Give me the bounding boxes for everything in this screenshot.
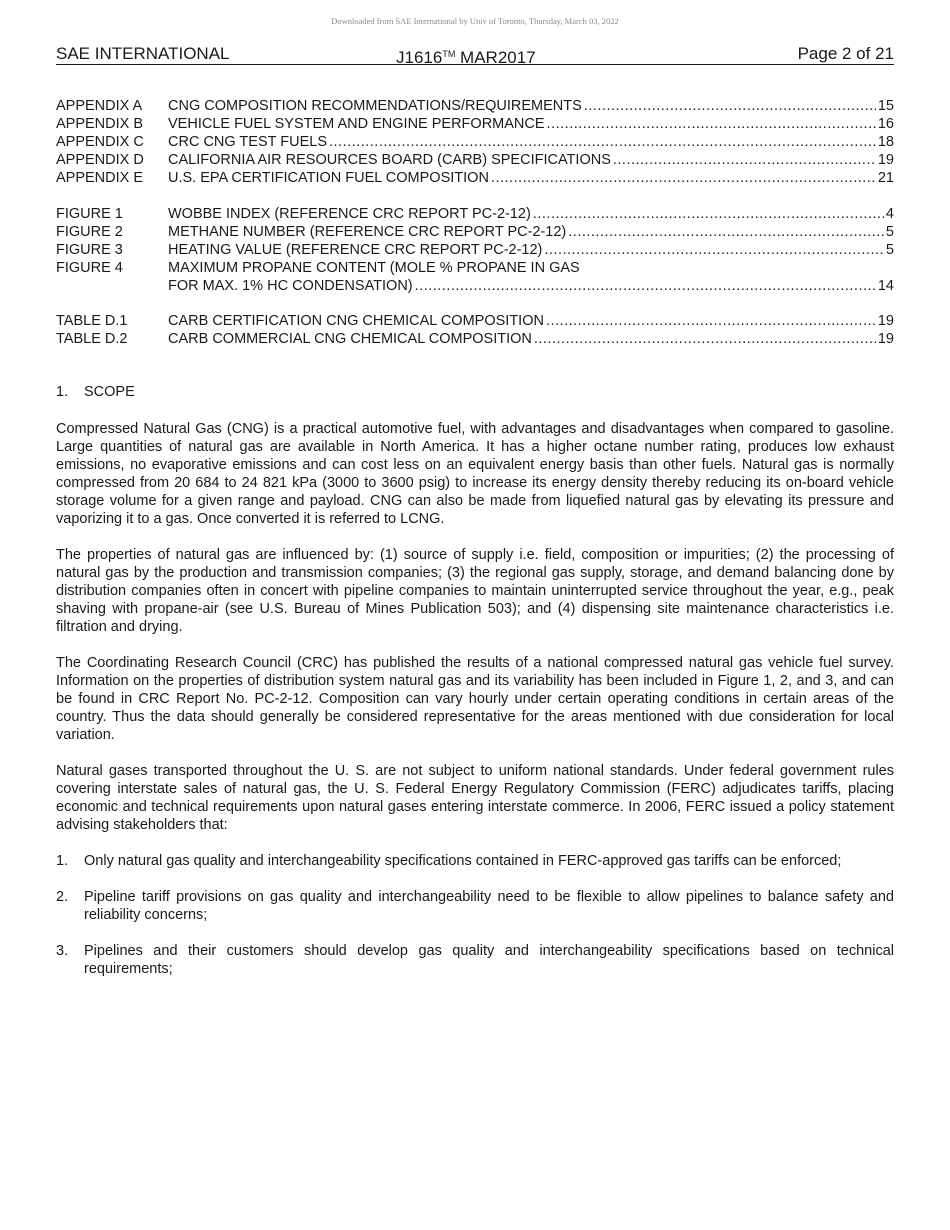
toc-entry-figure-2[interactable]: [56, 223, 894, 241]
toc-page: 19: [877, 313, 894, 329]
toc-label: FIGURE 1: [56, 206, 123, 222]
paragraph-crc-survey: The Coordinating Research Council (CRC) has published the results of a national compressed natural gas vehicle fuel survey. Information on the properties of distribution system natural gas and its variability has been included in Figure 1, 2, and 3, and can be found in CRC Report No. PC-2-12. Composition can vary hourly under certain operating conditions in certain areas of the country. Thus the data should generally be considered representative for the areas mentioned with due consideration for local variation.: [56, 655, 894, 743]
toc-entry-appendix-e[interactable]: [56, 169, 894, 187]
toc-tables: [56, 312, 894, 348]
toc-title: CARB CERTIFICATION CNG CHEMICAL COMPOSITION: [168, 313, 544, 329]
toc-figures: [56, 205, 894, 295]
toc-page: 15: [877, 98, 894, 114]
list-text: Pipeline tariff provisions on gas quality and interchangeability need to be flexible to allow pipelines to balance safety and reliability concerns;: [84, 889, 894, 923]
list-item: [56, 888, 894, 924]
toc-title-line2: FOR MAX. 1% HC CONDENSATION): [168, 278, 413, 294]
page-header: [56, 44, 894, 65]
toc-label: APPENDIX D: [56, 152, 144, 168]
dot-leader: [568, 223, 884, 241]
toc-page: 16: [877, 116, 894, 132]
toc-label: FIGURE 3: [56, 242, 123, 258]
section-number: 1.: [56, 384, 69, 400]
dot-leader: [329, 133, 876, 151]
dot-leader: [544, 241, 884, 259]
toc-page: 19: [877, 152, 894, 168]
toc-entry-table-d1[interactable]: [56, 312, 894, 330]
doc-id-prefix: J1616: [396, 48, 443, 67]
toc-page: 5: [885, 224, 894, 240]
header-organization: SAE INTERNATIONAL: [56, 44, 230, 63]
toc-label: APPENDIX B: [56, 116, 144, 132]
toc-title: HEATING VALUE (REFERENCE CRC REPORT PC-2-12): [168, 242, 543, 258]
trademark-symbol: TM: [442, 49, 456, 59]
section-title: SCOPE: [84, 384, 135, 400]
toc-entry-figure-4[interactable]: [56, 259, 894, 277]
paragraph-cng-overview: Compressed Natural Gas (CNG) is a practical automotive fuel, with advantages and disadvantages when compared to gasoline. Large quantities of natural gas are available in North America. It has a higher octane number rating, produces low exhaust emissions, no evaporative emissions and can cost less on an equivalent energy basis than other fuels. Natural gas is normally compressed from 20 684 to 24 821 kPa (3000 to 3600 psig) to increase its energy density thereby reducing its on-board vehicle storage volume for a given range and payload. CNG can also be made from liquefied natural gas by elevating its pressure and vaporizing it to a gas. Once converted it is referred to LCNG.: [56, 421, 894, 527]
toc-entry-appendix-b[interactable]: [56, 115, 894, 133]
dot-leader: [584, 97, 876, 115]
toc-page: 5: [885, 242, 894, 258]
toc-entry-figure-4-cont[interactable]: [56, 277, 894, 295]
dot-leader: [613, 151, 876, 169]
dot-leader: [491, 169, 876, 187]
dot-leader: [415, 277, 876, 295]
toc-label: TABLE D.1: [56, 313, 128, 329]
toc-label: FIGURE 2: [56, 224, 123, 240]
toc-title: METHANE NUMBER (REFERENCE CRC REPORT PC-2-12): [168, 224, 567, 240]
toc-entry-figure-1[interactable]: [56, 205, 894, 223]
dot-leader: [533, 205, 884, 223]
dot-leader: [546, 312, 876, 330]
paragraph-gas-properties: The properties of natural gas are influenced by: (1) source of supply i.e. field, composition or impurities; (2) the processing of natural gas by the production and transmission companies; (3) the regional gas supply, storage, and demand balancing done by distribution companies often in concert with pipeline companies to maintain uninterrupted service throughout the year, e.g., peak shaving with propane-air (see U.S. Bureau of Mines Publication 503); and (4) dispensing site maintenance characteristics i.e. filtration and drying.: [56, 547, 894, 635]
paragraph-ferc: Natural gases transported throughout the U. S. are not subject to uniform national standards. Under federal government rules covering interstate sales of natural gas, the U. S. Federal Energy Regulatory Commission (FERC) adjudicates tariffs, placing economic and technical requirements upon natural gases entering interstate commerce. In 2006, FERC issued a policy statement advising stakeholders that:: [56, 763, 894, 833]
list-item: [56, 942, 894, 978]
toc-appendices: [56, 97, 894, 187]
toc-page: 14: [877, 278, 894, 294]
toc-title: CRC CNG TEST FUELS: [168, 134, 327, 150]
toc-title: WOBBE INDEX (REFERENCE CRC REPORT PC-2-12): [168, 206, 531, 222]
toc-label: APPENDIX A: [56, 98, 143, 114]
list-text: Pipelines and their customers should develop gas quality and interchangeability specifications based on technical requirements;: [84, 943, 894, 977]
list-number: 3.: [56, 943, 69, 959]
toc-label: FIGURE 4: [56, 260, 123, 276]
toc-title: U.S. EPA CERTIFICATION FUEL COMPOSITION: [168, 170, 489, 186]
doc-id-suffix: MAR2017: [455, 48, 536, 67]
toc-page: 18: [877, 134, 894, 150]
header-document-id: [396, 44, 536, 68]
dot-leader: [547, 115, 876, 133]
list-number: 2.: [56, 889, 69, 905]
toc-label: APPENDIX E: [56, 170, 144, 186]
toc-page: 21: [877, 170, 894, 186]
toc-entry-appendix-a[interactable]: [56, 97, 894, 115]
toc-entry-table-d2[interactable]: [56, 330, 894, 348]
toc-title-line1: MAXIMUM PROPANE CONTENT (MOLE % PROPANE IN GAS: [168, 260, 580, 276]
toc-title: CNG COMPOSITION RECOMMENDATIONS/REQUIREMENTS: [168, 98, 582, 114]
toc-entry-appendix-d[interactable]: [56, 151, 894, 169]
toc-page: 19: [877, 331, 894, 347]
dot-leader: [534, 330, 876, 348]
toc-label: APPENDIX C: [56, 134, 144, 150]
section-heading-scope: [56, 383, 135, 401]
toc-title: CALIFORNIA AIR RESOURCES BOARD (CARB) SPECIFICATIONS: [168, 152, 611, 168]
toc-entry-figure-3[interactable]: [56, 241, 894, 259]
toc-entry-appendix-c[interactable]: [56, 133, 894, 151]
list-number: 1.: [56, 853, 69, 869]
toc-label: TABLE D.2: [56, 331, 128, 347]
toc-page: 4: [885, 206, 894, 222]
header-page-number: Page 2 of 21: [797, 44, 894, 63]
list-item: [56, 852, 894, 870]
toc-title: CARB COMMERCIAL CNG CHEMICAL COMPOSITION: [168, 331, 532, 347]
toc-title: VEHICLE FUEL SYSTEM AND ENGINE PERFORMANCE: [168, 116, 545, 132]
list-text: Only natural gas quality and interchangeability specifications contained in FERC-approved gas tariffs can be enforced;: [84, 853, 842, 869]
download-watermark: Downloaded from SAE International by Univ of Toronto, Thursday, March 03, 2022: [331, 16, 619, 26]
